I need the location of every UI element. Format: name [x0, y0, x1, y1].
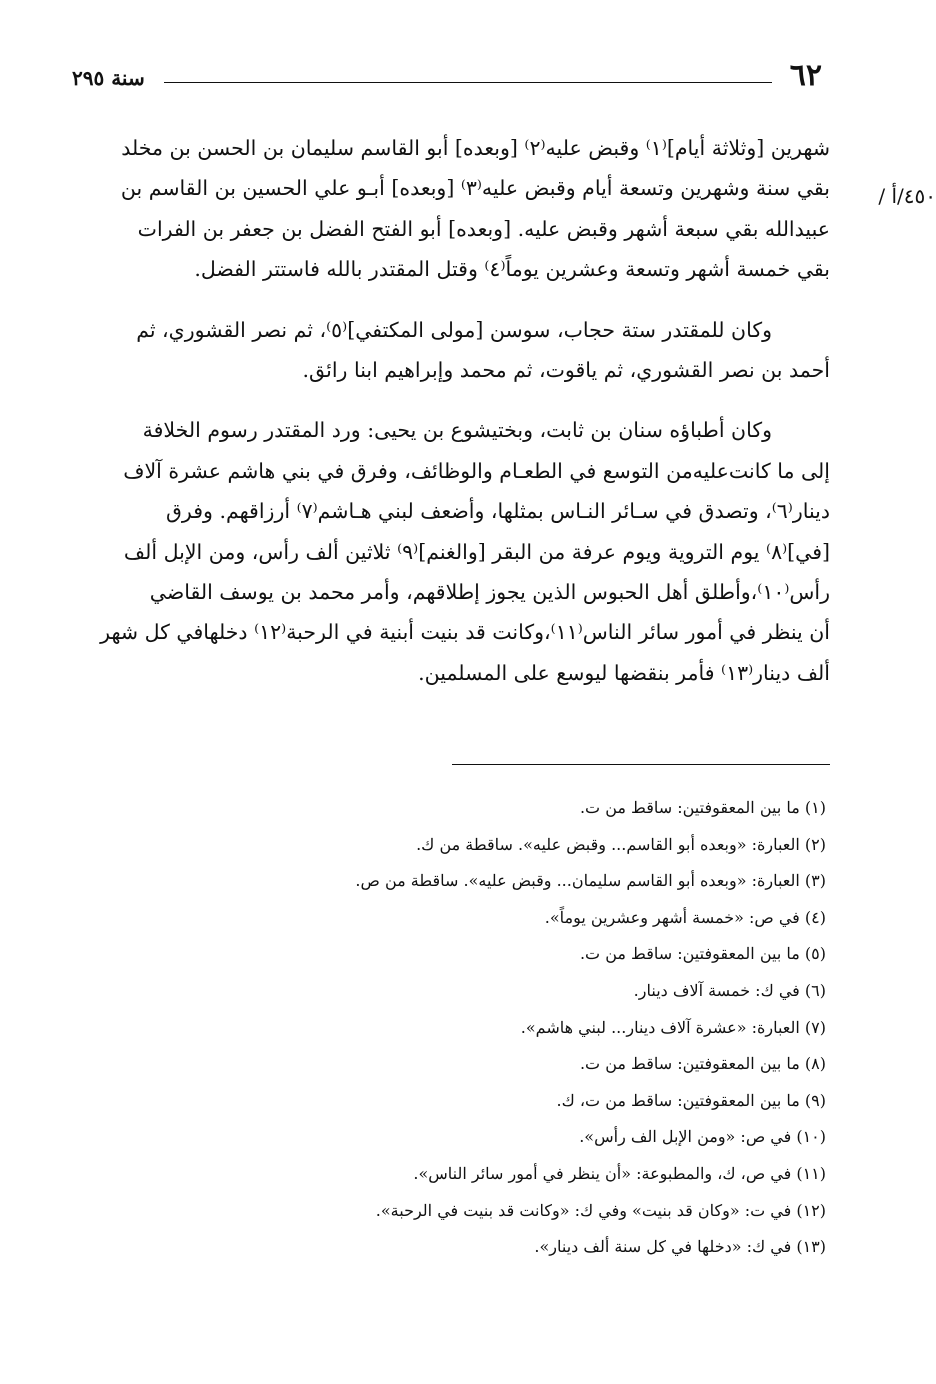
text-line: بقي خمسة أشهر وتسعة وعشرين يوماً⁽٤⁾ وقتل المقتدر بالله فاستتر الفضل. — [194, 257, 830, 282]
text-line: عبيدالله بقي سبعة أشهر وقبض عليه. [وبعده] أبو الفتح الفضل بن جعفر بن الفرات — [137, 216, 830, 241]
footnote-item: (٤) في ص: «خمسة أشهر وعشرين يوماً». — [544, 907, 826, 927]
paragraph-3 — [72, 410, 830, 693]
text-line: ألف دينار⁽١٣⁾ فأمر بنقضها ليوسع على المسلمين. — [418, 660, 830, 685]
footnote-item: (١٠) في ص: «ومن الإبل الف رأس». — [579, 1127, 826, 1147]
text-line: [في]⁽٨⁾ يوم التروية ويوم عرفة من البقر [والغنم]⁽٩⁾ ثلاثين ألف رأس، ومن الإبل ألف — [123, 539, 830, 564]
footnote-item: (٢) العبارة: «وبعده أبو القاسم... وقبض عليه». ساقطة من ك. — [416, 834, 826, 854]
text-line: أحمد بن نصر القشوري، ثم ياقوت، ثم محمد وإبراهيم ابنا رائق. — [302, 358, 830, 383]
running-head-year: سنة ٢٩٥ — [72, 66, 145, 90]
footnote-item: (١) ما بين المعقوفتين: ساقط من ت. — [579, 798, 826, 817]
footnote-item: (٧) العبارة: «عشرة آلاف دينار... لبني هاشم». — [520, 1017, 826, 1037]
footnote-item: (١١) في ص، ك، والمطبوعة: «أن ينظر في أمور سائر الناس». — [413, 1163, 826, 1183]
text-line: أن ينظر في أمور سائر الناس⁽١١⁾،وكانت قد بنيت أبنية في الرحبة⁽١٢⁾ دخلها‌في كل شهر — [100, 620, 830, 645]
paragraph-1 — [72, 128, 830, 290]
text-line: دينار⁽٦⁾، وتصدق في سـائر النـاس بمثلها، وأضعف لبني هـاشم⁽٧⁾ أرزاقهم. وفرق — [166, 499, 830, 524]
main-text — [72, 128, 830, 693]
margin-folio-note: ٤٥٠/أ / — [878, 184, 936, 208]
text-line: وكان للمقتدر ستة حجاب، سوسن [مولى المكتفي]⁽٥⁾، ثم نصر القشوري، ثم — [136, 317, 772, 342]
footnote-item: (٥) ما بين المعقوفتين: ساقط من ت. — [579, 944, 826, 964]
paragraph-gap — [72, 390, 830, 410]
footnote-item: (٩) ما بين المعقوفتين: ساقط من ت، ك. — [556, 1090, 826, 1110]
footnote-item: (٣) العبارة: «وبعده أبو القاسم سليمان... وقبض عليه». ساقطة من ص. — [355, 871, 826, 891]
text-line: رأس⁽١٠⁾،وأطلق أهل الحبوس الذين يجوز إطلاقهم، وأمر محمد بن يوسف القاضي — [149, 580, 830, 605]
text-line: شهرين [وثلاثة أيام]⁽١⁾ وقبض عليه⁽٢⁾ [وبعده] أبو القاسم سليمان بن الحسن بن مخلد — [121, 136, 830, 160]
text-line: إلى ما كانت‌عليه‌من التوسع في الطعـام والوظائف، وفرق في بني هاشم عشرة آلاف — [123, 458, 830, 483]
footnote-item: (١٣) في ك: «دخلها في كل سنة ألف دينار». — [534, 1237, 826, 1257]
footnote-item: (١٢) في ت: «وكان قد بنيت» وفي ك: «وكانت قد بنيت في الرحبة». — [375, 1200, 826, 1220]
text-line: بقي سنة وشهرين وتسعة أيام وقبض عليه⁽٣⁾ [وبعده] أبـو علي الحسين بن القاسم بن — [120, 176, 830, 201]
footnote-item: (٨) ما بين المعقوفتين: ساقط من ت. — [579, 1054, 826, 1074]
page-header — [72, 58, 832, 98]
paragraph-gap — [72, 290, 830, 310]
paragraph-2 — [72, 310, 830, 391]
page-number: ٦٢ — [789, 58, 822, 93]
footnote-separator — [452, 764, 830, 765]
text-line: وكان أطباؤه سنان بن ثابت، وبختيشوع بن يحيى: ورد المقتدر رسوم الخلافة — [142, 418, 772, 443]
footnotes-list — [72, 790, 834, 1266]
header-rule — [164, 82, 772, 83]
footnote-item: (٦) في ك: خمسة آلاف دينار. — [633, 980, 826, 1000]
